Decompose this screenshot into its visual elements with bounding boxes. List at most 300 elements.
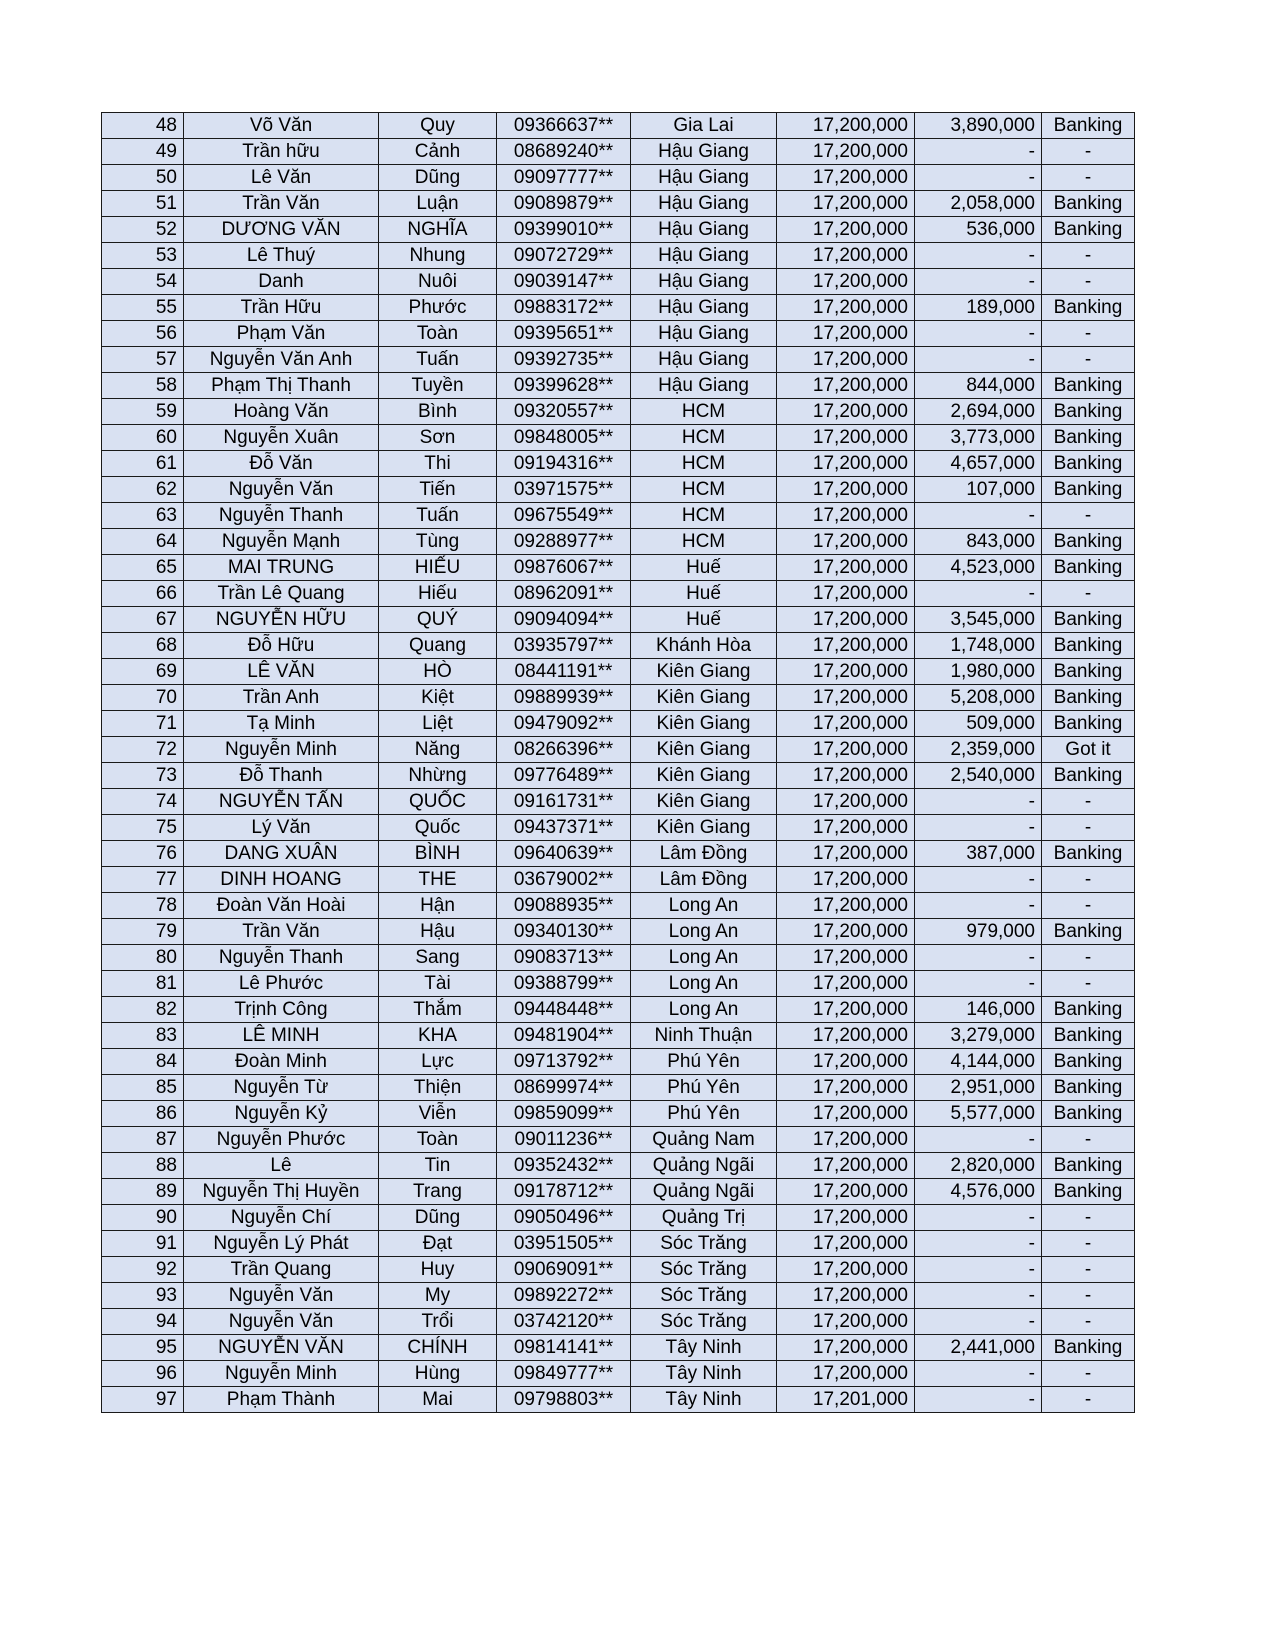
payment-method-cell: - [1042,1257,1135,1283]
phone-cell: 09640639** [497,841,631,867]
first-name-cell: Phước [379,295,497,321]
row-number: 86 [102,1101,184,1127]
last-name-cell: DANG XUÂN [184,841,379,867]
last-name-cell: LÊ VĂN [184,659,379,685]
row-number: 95 [102,1335,184,1361]
payment-method-cell: - [1042,139,1135,165]
last-name-cell: Đỗ Hữu [184,633,379,659]
paid-amount-cell: - [915,139,1042,165]
phone-cell: 09876067** [497,555,631,581]
first-name-cell: Đạt [379,1231,497,1257]
row-number: 69 [102,659,184,685]
phone-cell: 09388799** [497,971,631,997]
amount-cell: 17,200,000 [777,165,915,191]
province-cell: Hậu Giang [631,217,777,243]
table-row [102,893,1135,919]
amount-cell: 17,200,000 [777,1231,915,1257]
province-cell: Hậu Giang [631,347,777,373]
row-number: 68 [102,633,184,659]
phone-cell: 03951505** [497,1231,631,1257]
province-cell: Huế [631,607,777,633]
first-name-cell: Toàn [379,321,497,347]
first-name-cell: Trang [379,1179,497,1205]
table-row [102,1153,1135,1179]
paid-amount-cell: - [915,1387,1042,1413]
amount-cell: 17,200,000 [777,1153,915,1179]
table-row [102,763,1135,789]
first-name-cell: HIẾU [379,555,497,581]
table-row [102,321,1135,347]
first-name-cell: Thi [379,451,497,477]
table-row [102,529,1135,555]
first-name-cell: NGHĨA [379,217,497,243]
province-cell: Long An [631,945,777,971]
province-cell: Hậu Giang [631,165,777,191]
province-cell: Long An [631,893,777,919]
row-number: 56 [102,321,184,347]
row-number: 72 [102,737,184,763]
amount-cell: 17,200,000 [777,477,915,503]
paid-amount-cell: - [915,971,1042,997]
payment-method-cell: Banking [1042,1101,1135,1127]
first-name-cell: Năng [379,737,497,763]
paid-amount-cell: 146,000 [915,997,1042,1023]
row-number: 77 [102,867,184,893]
province-cell: Lâm Đồng [631,841,777,867]
province-cell: Sóc Trăng [631,1283,777,1309]
last-name-cell: Danh [184,269,379,295]
phone-cell: 08699974** [497,1075,631,1101]
paid-amount-cell: - [915,1205,1042,1231]
amount-cell: 17,200,000 [777,1283,915,1309]
first-name-cell: Quang [379,633,497,659]
province-cell: Kiên Giang [631,815,777,841]
first-name-cell: CHÍNH [379,1335,497,1361]
last-name-cell: Trịnh Công [184,997,379,1023]
amount-cell: 17,200,000 [777,1023,915,1049]
first-name-cell: Tin [379,1153,497,1179]
payment-method-cell: Banking [1042,919,1135,945]
paid-amount-cell: 843,000 [915,529,1042,555]
paid-amount-cell: - [915,1231,1042,1257]
amount-cell: 17,200,000 [777,139,915,165]
province-cell: Sóc Trăng [631,1309,777,1335]
last-name-cell: Trần Anh [184,685,379,711]
last-name-cell: Nguyễn Kỷ [184,1101,379,1127]
paid-amount-cell: 189,000 [915,295,1042,321]
amount-cell: 17,200,000 [777,867,915,893]
paid-amount-cell: 2,441,000 [915,1335,1042,1361]
table-row [102,555,1135,581]
row-number: 78 [102,893,184,919]
last-name-cell: Trần hữu [184,139,379,165]
paid-amount-cell: - [915,945,1042,971]
last-name-cell: Võ Văn [184,113,379,139]
phone-cell: 03679002** [497,867,631,893]
payment-method-cell: Banking [1042,997,1135,1023]
last-name-cell: Lê Thuý [184,243,379,269]
phone-cell: 08689240** [497,139,631,165]
phone-cell: 09094094** [497,607,631,633]
amount-cell: 17,200,000 [777,529,915,555]
last-name-cell: Nguyễn Thanh [184,503,379,529]
phone-cell: 09194316** [497,451,631,477]
paid-amount-cell: 2,694,000 [915,399,1042,425]
paid-amount-cell: 4,657,000 [915,451,1042,477]
province-cell: Phú Yên [631,1101,777,1127]
row-number: 71 [102,711,184,737]
first-name-cell: Toàn [379,1127,497,1153]
phone-cell: 09849777** [497,1361,631,1387]
paid-amount-cell: 536,000 [915,217,1042,243]
last-name-cell: LÊ MINH [184,1023,379,1049]
row-number: 67 [102,607,184,633]
first-name-cell: Tuấn [379,503,497,529]
payment-method-cell: Banking [1042,295,1135,321]
last-name-cell: Tạ Minh [184,711,379,737]
phone-cell: 08266396** [497,737,631,763]
table-row [102,737,1135,763]
paid-amount-cell: - [915,815,1042,841]
payment-method-cell: Banking [1042,685,1135,711]
payment-method-cell: - [1042,1361,1135,1387]
amount-cell: 17,200,000 [777,581,915,607]
phone-cell: 09395651** [497,321,631,347]
phone-cell: 09039147** [497,269,631,295]
last-name-cell: Phạm Văn [184,321,379,347]
table-row [102,113,1135,139]
payment-method-cell: - [1042,347,1135,373]
table-row [102,373,1135,399]
row-number: 61 [102,451,184,477]
table-row [102,1101,1135,1127]
first-name-cell: QUÝ [379,607,497,633]
table-row [102,1309,1135,1335]
last-name-cell: Trần Quang [184,1257,379,1283]
phone-cell: 09481904** [497,1023,631,1049]
last-name-cell: Hoàng Văn [184,399,379,425]
first-name-cell: Trổi [379,1309,497,1335]
province-cell: Quảng Trị [631,1205,777,1231]
phone-cell: 09437371** [497,815,631,841]
table-row [102,685,1135,711]
row-number: 97 [102,1387,184,1413]
paid-amount-cell: 2,540,000 [915,763,1042,789]
table-row [102,581,1135,607]
amount-cell: 17,200,000 [777,269,915,295]
phone-cell: 09675549** [497,503,631,529]
row-number: 81 [102,971,184,997]
amount-cell: 17,200,000 [777,685,915,711]
province-cell: Kiên Giang [631,763,777,789]
amount-cell: 17,200,000 [777,321,915,347]
province-cell: Hậu Giang [631,269,777,295]
last-name-cell: NGUYỄN VĂN [184,1335,379,1361]
phone-cell: 09892272** [497,1283,631,1309]
amount-cell: 17,200,000 [777,893,915,919]
table-row [102,1283,1135,1309]
table-row [102,867,1135,893]
first-name-cell: Tuấn [379,347,497,373]
paid-amount-cell: 4,523,000 [915,555,1042,581]
phone-cell: 09713792** [497,1049,631,1075]
row-number: 92 [102,1257,184,1283]
payment-method-cell: Banking [1042,555,1135,581]
payment-method-cell: Banking [1042,399,1135,425]
province-cell: Hậu Giang [631,243,777,269]
paid-amount-cell: 5,208,000 [915,685,1042,711]
province-cell: HCM [631,503,777,529]
province-cell: HCM [631,529,777,555]
amount-cell: 17,200,000 [777,971,915,997]
amount-cell: 17,200,000 [777,815,915,841]
row-number: 88 [102,1153,184,1179]
row-number: 54 [102,269,184,295]
paid-amount-cell: 4,576,000 [915,1179,1042,1205]
table-row [102,1257,1135,1283]
last-name-cell: Nguyễn Phước [184,1127,379,1153]
province-cell: Gia Lai [631,113,777,139]
last-name-cell: Đoàn Minh [184,1049,379,1075]
province-cell: Kiên Giang [631,711,777,737]
payment-method-cell: - [1042,1127,1135,1153]
table-row [102,477,1135,503]
amount-cell: 17,200,000 [777,191,915,217]
province-cell: Quảng Ngãi [631,1179,777,1205]
amount-cell: 17,200,000 [777,243,915,269]
phone-cell: 09320557** [497,399,631,425]
amount-cell: 17,200,000 [777,997,915,1023]
table-row [102,243,1135,269]
last-name-cell: Nguyễn Xuân [184,425,379,451]
table-row [102,945,1135,971]
payment-method-cell: - [1042,1231,1135,1257]
last-name-cell: Nguyễn Văn [184,477,379,503]
row-number: 91 [102,1231,184,1257]
province-cell: Huế [631,555,777,581]
row-number: 53 [102,243,184,269]
phone-cell: 09089879** [497,191,631,217]
payment-method-cell: Banking [1042,1023,1135,1049]
amount-cell: 17,200,000 [777,607,915,633]
first-name-cell: My [379,1283,497,1309]
paid-amount-cell: - [915,893,1042,919]
payment-method-cell: - [1042,789,1135,815]
phone-cell: 09399628** [497,373,631,399]
province-cell: Lâm Đồng [631,867,777,893]
phone-cell: 09097777** [497,165,631,191]
row-number: 48 [102,113,184,139]
last-name-cell: Trần Văn [184,191,379,217]
first-name-cell: Huy [379,1257,497,1283]
amount-cell: 17,200,000 [777,633,915,659]
table-row [102,971,1135,997]
paid-amount-cell: 107,000 [915,477,1042,503]
province-cell: Tây Ninh [631,1335,777,1361]
phone-cell: 09340130** [497,919,631,945]
province-cell: Long An [631,997,777,1023]
payment-method-cell: Banking [1042,477,1135,503]
row-number: 74 [102,789,184,815]
first-name-cell: Hậu [379,919,497,945]
payment-method-cell: Banking [1042,763,1135,789]
phone-cell: 09288977** [497,529,631,555]
amount-cell: 17,200,000 [777,373,915,399]
table-row [102,919,1135,945]
phone-cell: 09883172** [497,295,631,321]
paid-amount-cell: - [915,789,1042,815]
paid-amount-cell: 3,279,000 [915,1023,1042,1049]
payment-method-cell: Banking [1042,1335,1135,1361]
paid-amount-cell: 3,545,000 [915,607,1042,633]
province-cell: Long An [631,919,777,945]
row-number: 94 [102,1309,184,1335]
row-number: 59 [102,399,184,425]
amount-cell: 17,200,000 [777,217,915,243]
phone-cell: 09859099** [497,1101,631,1127]
last-name-cell: Nguyễn Thị Huyền [184,1179,379,1205]
province-cell: Ninh Thuận [631,1023,777,1049]
first-name-cell: Hiếu [379,581,497,607]
phone-cell: 09399010** [497,217,631,243]
table-row [102,165,1135,191]
paid-amount-cell: - [915,243,1042,269]
province-cell: Quảng Ngãi [631,1153,777,1179]
row-number: 76 [102,841,184,867]
payment-method-cell: - [1042,945,1135,971]
paid-amount-cell: - [915,581,1042,607]
last-name-cell: Trần Lê Quang [184,581,379,607]
row-number: 84 [102,1049,184,1075]
first-name-cell: KHA [379,1023,497,1049]
row-number: 83 [102,1023,184,1049]
phone-cell: 08441191** [497,659,631,685]
phone-cell: 08962091** [497,581,631,607]
last-name-cell: Nguyễn Minh [184,1361,379,1387]
province-cell: Kiên Giang [631,659,777,685]
province-cell: Hậu Giang [631,373,777,399]
province-cell: Hậu Giang [631,321,777,347]
first-name-cell: Tiến [379,477,497,503]
last-name-cell: Lê Phước [184,971,379,997]
row-number: 90 [102,1205,184,1231]
province-cell: Phú Yên [631,1075,777,1101]
first-name-cell: Hận [379,893,497,919]
amount-cell: 17,200,000 [777,451,915,477]
first-name-cell: Kiệt [379,685,497,711]
last-name-cell: Nguyễn Lý Phát [184,1231,379,1257]
payment-method-cell: Banking [1042,1049,1135,1075]
first-name-cell: Nuôi [379,269,497,295]
payment-method-cell: Banking [1042,841,1135,867]
row-number: 52 [102,217,184,243]
phone-cell: 09776489** [497,763,631,789]
table-row [102,295,1135,321]
phone-cell: 09352432** [497,1153,631,1179]
amount-cell: 17,200,000 [777,1257,915,1283]
province-cell: HCM [631,477,777,503]
payment-method-cell: - [1042,243,1135,269]
first-name-cell: Hùng [379,1361,497,1387]
payment-method-cell: - [1042,165,1135,191]
table-row [102,1231,1135,1257]
last-name-cell: Đoàn Văn Hoài [184,893,379,919]
paid-amount-cell: - [915,321,1042,347]
province-cell: Kiên Giang [631,685,777,711]
first-name-cell: BÌNH [379,841,497,867]
payment-method-cell: Banking [1042,217,1135,243]
payment-method-cell: - [1042,321,1135,347]
row-number: 58 [102,373,184,399]
last-name-cell: Lý Văn [184,815,379,841]
amount-cell: 17,200,000 [777,1179,915,1205]
paid-amount-cell: 4,144,000 [915,1049,1042,1075]
phone-cell: 03971575** [497,477,631,503]
amount-cell: 17,200,000 [777,347,915,373]
first-name-cell: Nhừng [379,763,497,789]
payment-method-cell: Banking [1042,1153,1135,1179]
amount-cell: 17,200,000 [777,555,915,581]
payment-method-cell: - [1042,503,1135,529]
amount-cell: 17,200,000 [777,1075,915,1101]
last-name-cell: Nguyễn Minh [184,737,379,763]
paid-amount-cell: - [915,347,1042,373]
province-cell: HCM [631,451,777,477]
paid-amount-cell: 1,980,000 [915,659,1042,685]
table-row [102,789,1135,815]
first-name-cell: Liệt [379,711,497,737]
province-cell: Tây Ninh [631,1387,777,1413]
paid-amount-cell: - [915,1283,1042,1309]
table-row [102,815,1135,841]
amount-cell: 17,200,000 [777,1101,915,1127]
payment-method-cell: Banking [1042,425,1135,451]
row-number: 65 [102,555,184,581]
first-name-cell: Dũng [379,1205,497,1231]
first-name-cell: Tài [379,971,497,997]
payment-method-cell: Banking [1042,373,1135,399]
paid-amount-cell: - [915,269,1042,295]
row-number: 66 [102,581,184,607]
paid-amount-cell: 3,890,000 [915,113,1042,139]
paid-amount-cell: 509,000 [915,711,1042,737]
first-name-cell: Luận [379,191,497,217]
last-name-cell: DINH HOANG [184,867,379,893]
row-number: 63 [102,503,184,529]
payment-method-cell: Banking [1042,711,1135,737]
row-number: 55 [102,295,184,321]
last-name-cell: Nguyễn Văn Anh [184,347,379,373]
row-number: 57 [102,347,184,373]
first-name-cell: Quy [379,113,497,139]
table-row [102,1387,1135,1413]
first-name-cell: Sơn [379,425,497,451]
table-row [102,1335,1135,1361]
first-name-cell: Bình [379,399,497,425]
row-number: 70 [102,685,184,711]
amount-cell: 17,200,000 [777,789,915,815]
first-name-cell: Cảnh [379,139,497,165]
payment-method-cell: Banking [1042,607,1135,633]
last-name-cell: Nguyễn Từ [184,1075,379,1101]
table-row [102,841,1135,867]
first-name-cell: Quốc [379,815,497,841]
amount-cell: 17,200,000 [777,945,915,971]
first-name-cell: Viễn [379,1101,497,1127]
amount-cell: 17,200,000 [777,113,915,139]
row-number: 64 [102,529,184,555]
phone-cell: 09083713** [497,945,631,971]
